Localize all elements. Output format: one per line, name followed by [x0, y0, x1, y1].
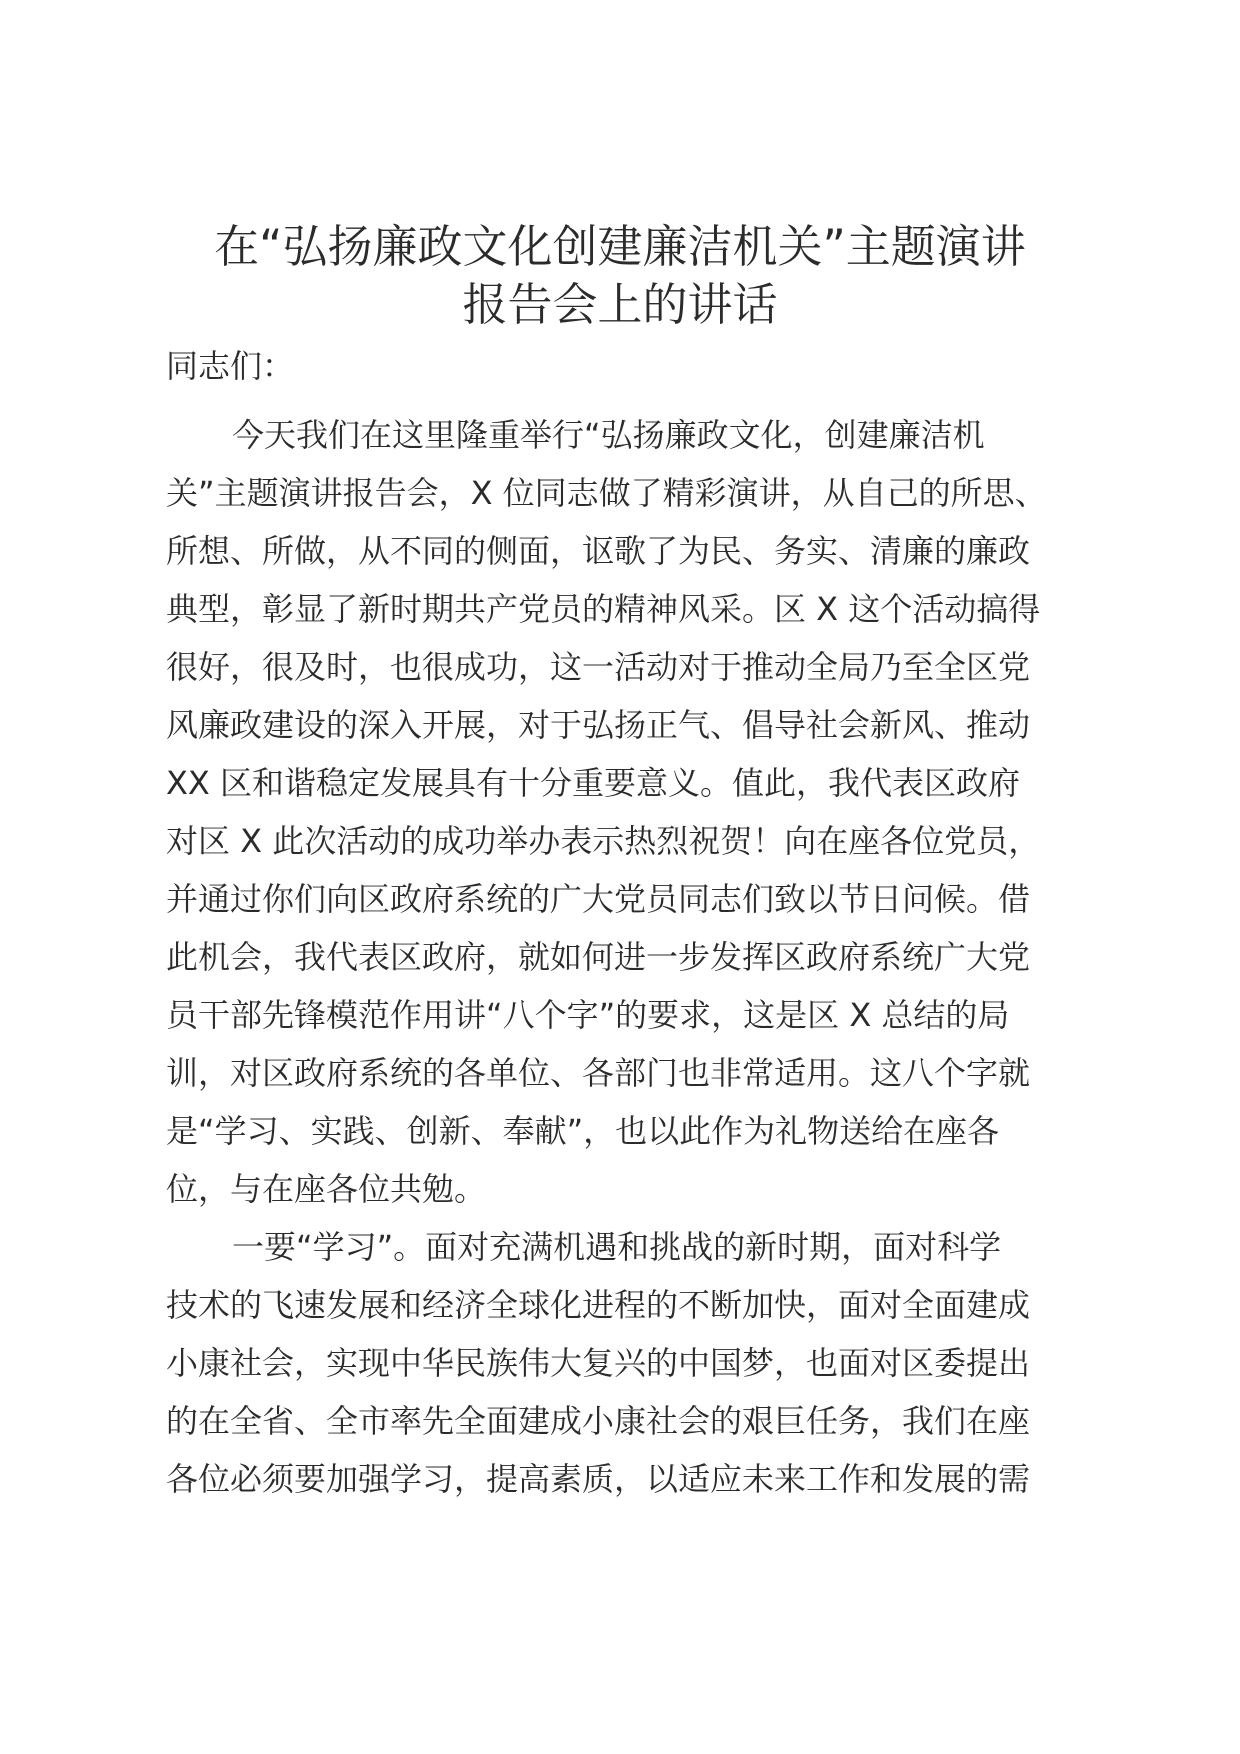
paragraph-line: 此机会，我代表区政府，就如何进一步发挥区政府系统广大党 — [166, 938, 1031, 976]
paragraph-line: 小康社会，实现中华民族伟大复兴的中国梦，也面对区委提出 — [166, 1344, 1031, 1382]
paragraph-1 — [166, 406, 1086, 1218]
paragraph-line: 关”主题演讲报告会，X 位同志做了精彩演讲，从自己的所思、 — [166, 474, 1047, 512]
paragraph-line: 员干部先锋模范作用讲“八个字”的要求，这是区 X 总结的局 — [166, 996, 1010, 1034]
paragraph-line: 并通过你们向区政府系统的广大党员同志们致以节日问候。借 — [166, 880, 1031, 918]
title-line-1: 在“弘扬廉政文化创建廉洁机关”主题演讲 — [214, 220, 1026, 273]
paragraph-line: 的在全省、全市率先全面建成小康社会的艰巨任务，我们在座 — [166, 1402, 1031, 1440]
title-line-2: 报告会上的讲话 — [462, 278, 778, 331]
paragraph-line: XX 区和谐稳定发展具有十分重要意义。值此，我代表区政府 — [166, 764, 1021, 802]
paragraph-2 — [166, 1218, 1086, 1508]
paragraph-line: 技术的飞速发展和经济全球化进程的不断加快，面对全面建成 — [166, 1286, 1031, 1324]
document-title — [150, 218, 1090, 334]
paragraph-line: 各位必须要加强学习，提高素质，以适应未来工作和发展的需 — [166, 1460, 1031, 1498]
paragraph-line: 所想、所做，从不同的侧面，讴歌了为民、务实、清廉的廉政 — [166, 532, 1031, 570]
document-body — [166, 406, 1086, 1508]
paragraph-line: 风廉政建设的深入开展，对于弘扬正气、倡导社会新风、推动 — [166, 706, 1031, 744]
paragraph-line: 典型，彰显了新时期共产党员的精神风采。区 X 这个活动搞得 — [166, 590, 1041, 628]
paragraph-line: 今天我们在这里隆重举行“弘扬廉政文化，创建廉洁机 — [232, 416, 985, 454]
paragraph-line: 是“学习、实践、创新、奉献”，也以此作为礼物送给在座各 — [166, 1112, 1000, 1150]
paragraph-line: 很好，很及时，也很成功，这一活动对于推动全局乃至全区党 — [166, 648, 1031, 686]
paragraph-line: 位，与在座各位共勉。 — [166, 1170, 487, 1208]
salutation: 同志们： — [166, 347, 295, 385]
paragraph-line: 训，对区政府系统的各单位、各部门也非常适用。这八个字就 — [166, 1054, 1031, 1092]
paragraph-line: 对区 X 此次活动的成功举办表示热烈祝贺！向在座各位党员， — [166, 822, 1041, 860]
paragraph-line: 一要“学习”。面对充满机遇和挑战的新时期，面对科学 — [232, 1228, 1002, 1266]
